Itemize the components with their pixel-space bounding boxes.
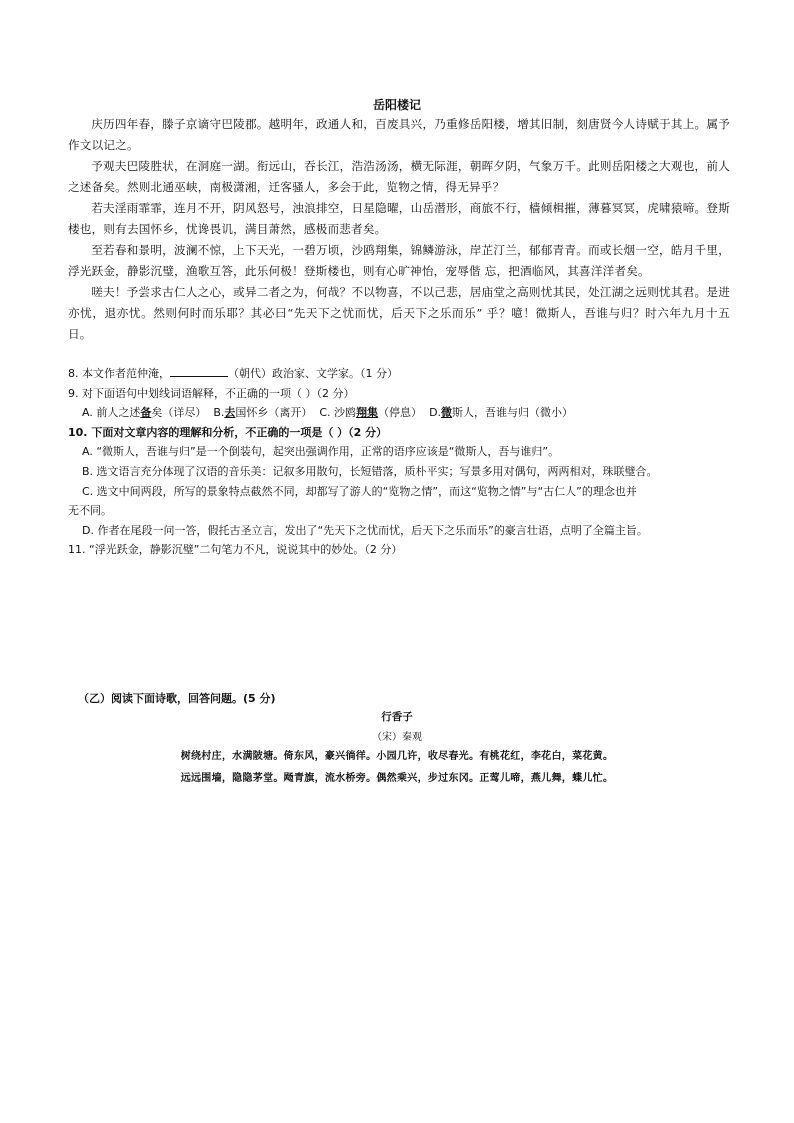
question-8: 8. 本文作者范仲淹， （朝代）政治家、文学家。（1 分） (68, 367, 398, 380)
essay-title: 岳阳楼记 (372, 98, 421, 112)
option-c-continued: 无不同。 (68, 504, 112, 518)
option-a: A. “微斯人，吾谁与归”是一个倒装句，起突出强调作用，正常的语序应该是“微斯人，吾与谁归”。 (82, 445, 560, 459)
essay-paragraph: 嗟夫！予尝求古仁人之心，或异二者之为，何哉？不以物喜，不以己悲，居庙堂之高则忧其民，处江湖之远则忧其君。是进亦忧，退亦忧。然则何时而乐耶？其必曰“先天下之忧而忧，后天下之乐而乐” 乎？噫！微斯人，吾谁与归？时六年九月十五日。 (68, 285, 730, 341)
option-c: C. 选文中间两段，所写的景象特点截然不同，却都写了游人的“览物之情”，而这“览物之情”与“古仁人”的理念也并 (82, 484, 637, 498)
answer-blank (170, 366, 228, 377)
essay-body (68, 114, 730, 345)
poem-body (0, 746, 794, 790)
option-c: C. 沙鸥翔集（停息） (319, 406, 423, 420)
poem-title: 行香子 (381, 711, 413, 723)
option-a: A. 前人之述备矣（详尽） (82, 406, 207, 420)
questions-section (68, 364, 730, 560)
option-b: B.去国怀乡（离开） (213, 406, 313, 420)
essay-paragraph: 庆历四年春，滕子京谪守巴陵郡。越明年，政通人和，百废具兴，乃重修岳阳楼，增其旧制，刻唐贤今人诗赋于其上。属予作文以记之。 (68, 117, 730, 152)
question-9: 9. 对下面语句中划线词语解释，不正确的一项（ ）（2 分） (68, 386, 355, 400)
essay-paragraph: 若夫淫雨霏霏，连月不开，阴风怒号，浊浪排空，日星隐曜，山岳潜形，商旅不行，樯倾楫摧，薄暮冥冥，虎啸猿啼。登斯楼也，则有去国怀乡，忧谗畏讥，满目萧然，感极而悲者矣。 (68, 201, 730, 236)
poem-line: 远远围墙，隐隐茅堂。飏青旗，流水桥旁。偶然乘兴，步过东冈。正莺儿啼，燕儿舞，蝶儿忙。 (180, 773, 614, 784)
poem-author: （宋）秦观 (372, 732, 422, 743)
option-d: D. 作者在尾段一问一答，假托古圣立言，发出了“先天下之忧而忧，后天下之乐而乐”的豪言壮语，点明了全篇主旨。 (82, 523, 648, 537)
question-11: 11. “浮光跃金，静影沉璧”二句笔力不凡，说说其中的妙处。（2 分） (68, 543, 403, 557)
essay-paragraph: 至若春和景明，波澜不惊，上下天光，一碧万顷，沙鸥翔集，锦鳞游泳，岸芷汀兰，郁郁青青。而或长烟一空，皓月千里，浮光跃金，静影沉璧，渔歌互答，此乐何极！登斯楼也，则有心旷神怡，宠辱偕 忘，把酒临风，其喜洋洋者矣。 (68, 243, 730, 278)
question-9-options (68, 403, 730, 423)
poem-line: 树绕村庄，水满陂塘。倚东风，豪兴徜徉。小园几许，收尽春光。有桃花红，李花白，菜花黄。 (180, 751, 614, 762)
option-d: D.微斯人，吾谁与归（微小） (429, 406, 574, 420)
option-b: B. 选文语言充分体现了汉语的音乐美：记叙多用散句，长短错落，质朴平实；写景多用对偶句，两两相对，珠联璧合。 (82, 464, 658, 478)
part2-heading: （乙）阅读下面诗歌，回答问题。(5 分) (78, 692, 276, 705)
question-10: 10. 下面对文章内容的理解和分析，不正确的一项是（ ）（2 分） (68, 425, 388, 439)
essay-paragraph: 予观夫巴陵胜状，在洞庭一湖。衔远山，吞长江，浩浩汤汤，横无际涯，朝晖夕阴，气象万千。此则岳阳楼之大观也，前人之述备矣。然则北通巫峡，南极潇湘，迁客骚人，多会于此，览物之情，得无异乎？ (68, 159, 730, 194)
